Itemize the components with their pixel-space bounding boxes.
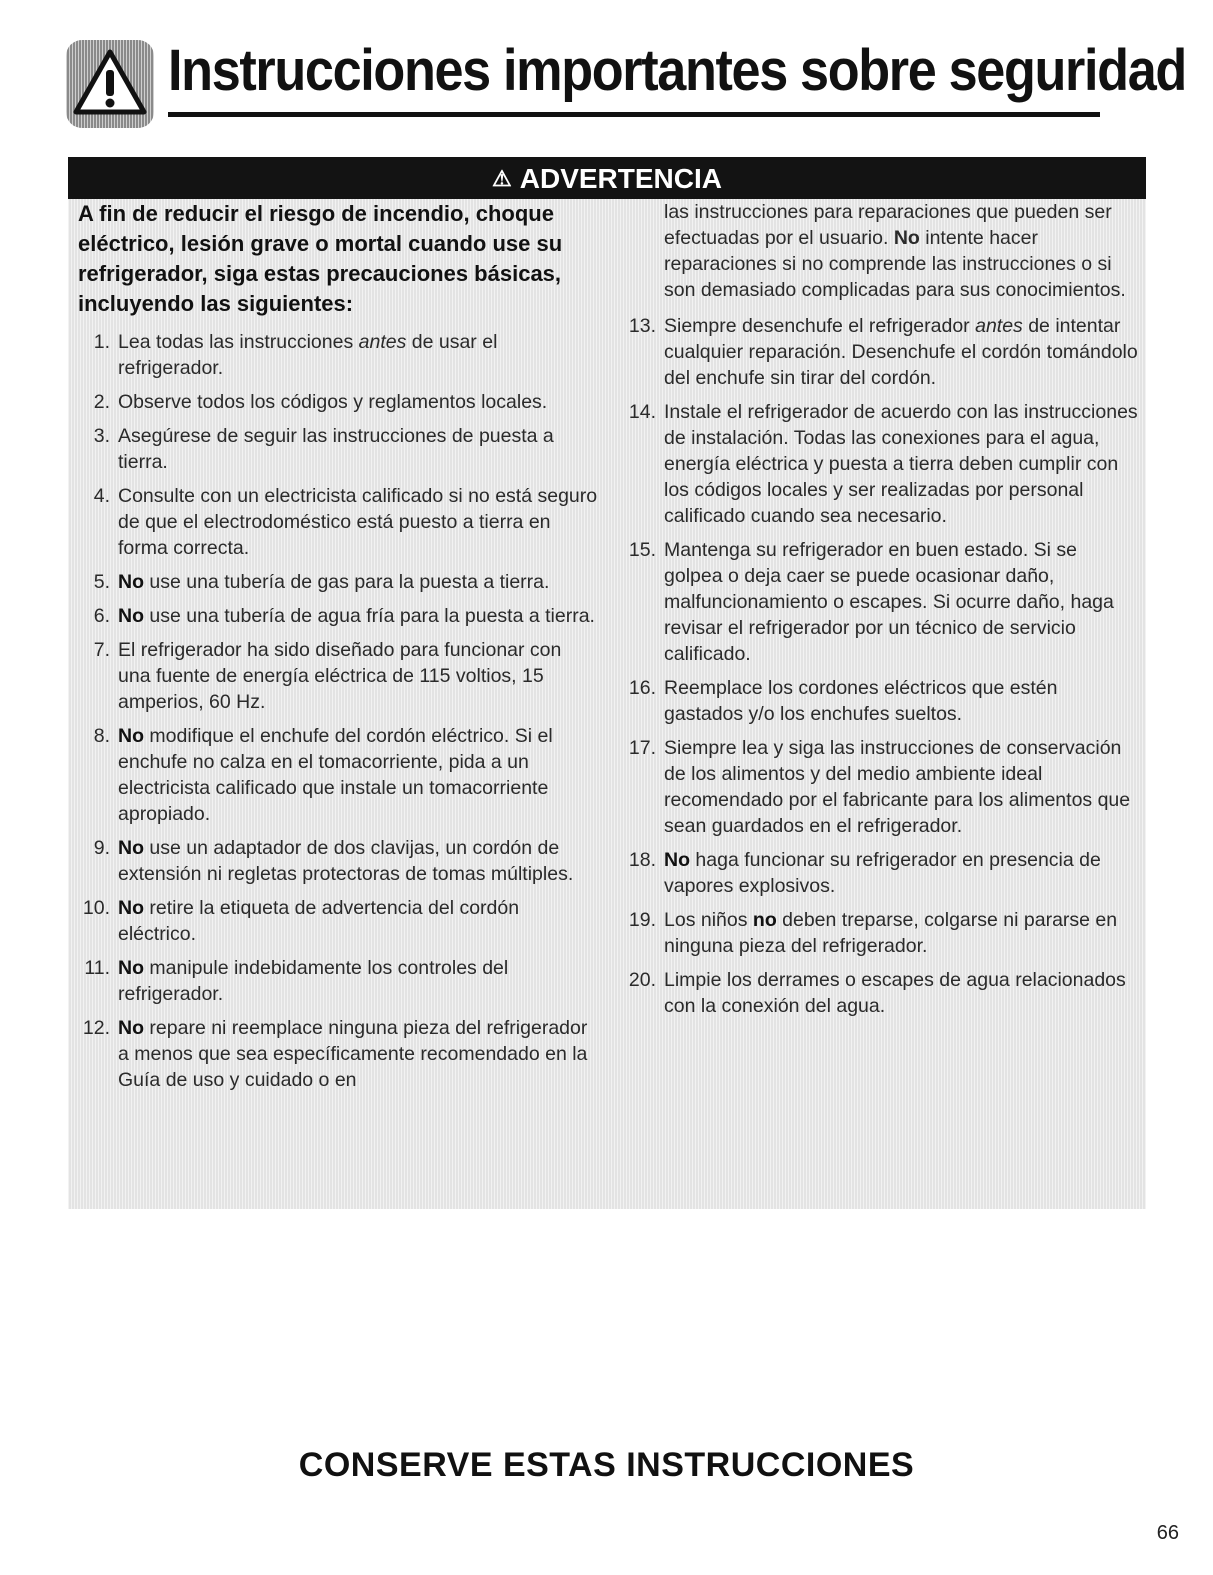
warning-column-right	[624, 199, 1138, 1027]
warning-box	[68, 157, 1146, 1209]
item-text	[118, 569, 598, 595]
item-body: Reemplace los cordones eléctricos que estén gastados y/o los enchufes sueltos.	[664, 677, 1058, 725]
item-text	[118, 895, 598, 947]
item-body: de intentar cualquier reparación. Desenchufe el cordón tomándolo del enchufe sin tirar del cordón.	[664, 315, 1138, 389]
item-number: 14.	[628, 401, 656, 423]
item-number: 15.	[628, 539, 656, 561]
item-body: Limpie los derrames o escapes de agua relacionados con la conexión del agua.	[664, 969, 1126, 1017]
item-text	[664, 675, 1138, 727]
item-body: Consulte con un electricista calificado si no está seguro de que el electrodoméstico está puesto a tierra en forma correcta.	[118, 485, 598, 559]
list-item	[78, 389, 598, 415]
list-item	[78, 955, 598, 1007]
item-body: de usar el refrigerador.	[118, 331, 498, 379]
item-body: use una tubería de agua fría para la puesta a tierra.	[144, 605, 595, 627]
title-underline	[168, 112, 1100, 117]
item-number: 3.	[93, 425, 110, 447]
footer-title: CONSERVE ESTAS INSTRUCCIONES	[298, 1446, 915, 1484]
item-text	[118, 329, 598, 381]
warning-column-left	[78, 199, 598, 1101]
list-item	[78, 895, 598, 947]
item-bold-no: No	[118, 1017, 144, 1039]
item-pre: Siempre desenchufe el refrigerador	[664, 315, 976, 337]
item-bold-no: No	[118, 837, 144, 859]
item-bold-inline: no	[752, 909, 777, 931]
item-body: repare ni reemplace ninguna pieza del refrigerador a menos que sea específicamente recomendado en la Guía de uso y cuidado o en	[118, 1017, 588, 1091]
continuation-text: intente hacer reparaciones si no comprende las instrucciones o si son demasiado complicadas para sus conocimientos.	[664, 227, 1126, 301]
page-number: 66	[1156, 1522, 1179, 1544]
list-item	[624, 675, 1138, 727]
item-number: 12.	[82, 1017, 110, 1039]
item-pre: Los niños	[664, 909, 753, 931]
item-text	[118, 1015, 598, 1093]
list-item	[624, 907, 1138, 959]
item-emphasis: antes	[358, 331, 407, 353]
item-body: Asegúrese de seguir las instrucciones de puesta a tierra.	[118, 425, 554, 473]
item-text	[664, 735, 1138, 839]
list-item	[78, 483, 598, 561]
warning-intro: A fin de reducir el riesgo de incendio, choque eléctrico, lesión grave o mortal cuando use su refrigerador, siga estas precauciones básicas, incluyendo las siguientes:	[78, 201, 563, 316]
item-number: 2.	[93, 391, 110, 413]
item-pre: Lea todas las instrucciones	[118, 331, 359, 353]
item-number: 4.	[93, 485, 110, 507]
item-emphasis: antes	[975, 315, 1023, 337]
item-number: 6.	[93, 605, 110, 627]
item-text	[664, 399, 1138, 529]
list-item	[624, 967, 1138, 1019]
warning-triangle-icon	[66, 40, 154, 128]
list-item	[624, 735, 1138, 839]
item-number: 10.	[82, 897, 110, 919]
item-text	[118, 835, 598, 887]
item-body: El refrigerador ha sido diseñado para funcionar con una fuente de energía eléctrica de 115 voltios, 15 amperios, 60 Hz.	[118, 639, 562, 713]
item-body: manipule indebidamente los controles del refrigerador.	[118, 957, 509, 1005]
item-number: 7.	[93, 639, 110, 661]
item-number: 8.	[93, 725, 110, 747]
item-text	[664, 313, 1138, 391]
item-text	[664, 967, 1138, 1019]
item-number: 18.	[628, 849, 656, 871]
continuation-bold: No	[893, 227, 920, 249]
item-body: Observe todos los códigos y reglamentos locales.	[118, 391, 548, 413]
item-text	[118, 389, 598, 415]
item-bold-no: No	[118, 957, 144, 979]
list-item	[78, 1015, 598, 1093]
item-text	[664, 537, 1138, 667]
page-title: Instrucciones importantes sobre seguridad	[168, 38, 1186, 103]
list-item	[78, 637, 598, 715]
page-header	[66, 36, 1186, 130]
item-body: retire la etiqueta de advertencia del cordón eléctrico.	[118, 897, 520, 945]
item-bold-no: No	[118, 605, 144, 627]
item-post: deben treparse, colgarse ni pararse en ninguna pieza del refrigerador.	[664, 909, 1118, 957]
item-number: 17.	[628, 737, 656, 759]
item-body: Instale el refrigerador de acuerdo con las instrucciones de instalación. Todas las conexiones para el agua, energía eléctrica y puesta a tierra deben cumplir con los códigos locales y ser realizadas por personal calificado cuando sea necesario.	[664, 401, 1138, 527]
item-bold-no: No	[664, 849, 690, 871]
list-item	[624, 313, 1138, 391]
item-number: 1.	[93, 331, 110, 353]
item-body: modifique el enchufe del cordón eléctrico. Si el enchufe no calza en el tomacorriente, pida a un electricista calificado que instale un tomacorriente apropiado.	[118, 725, 553, 825]
item-text	[118, 423, 598, 475]
list-item	[624, 537, 1138, 667]
warning-label: ADVERTENCIA	[519, 163, 722, 194]
item-number: 16.	[628, 677, 656, 699]
list-item	[78, 329, 598, 381]
caution-icon: ⚠	[492, 166, 512, 191]
item-body: Siempre lea y siga las instrucciones de conservación de los alimentos y del medio ambiente ideal recomendado por el fabricante para los alimentos que sean guardados en el refrigerador.	[664, 737, 1131, 837]
safety-list-left	[78, 329, 598, 1093]
list-item	[78, 423, 598, 475]
item-body: use una tubería de gas para la puesta a tierra.	[144, 571, 550, 593]
safety-list-right	[624, 313, 1138, 1019]
list-item	[624, 847, 1138, 899]
list-item	[78, 603, 598, 629]
item-number: 19.	[628, 909, 656, 931]
item-number: 13.	[628, 315, 656, 337]
item-bold-no: No	[118, 571, 144, 593]
list-item	[78, 835, 598, 887]
item-text	[118, 483, 598, 561]
item-number: 11.	[84, 957, 110, 979]
item-number: 20.	[628, 969, 656, 991]
item-body: haga funcionar su refrigerador en presencia de vapores explosivos.	[664, 849, 1101, 897]
list-item	[624, 399, 1138, 529]
item-text	[118, 723, 598, 827]
item-text	[118, 955, 598, 1007]
item-body: use un adaptador de dos clavijas, un cordón de extensión ni regletas protectoras de tomas múltiples.	[118, 837, 574, 885]
item-number: 9.	[93, 837, 110, 859]
item-bold-no: No	[118, 897, 144, 919]
warning-header	[68, 157, 1146, 199]
item-text	[118, 603, 598, 629]
item-text	[664, 847, 1138, 899]
item-12-continuation	[664, 199, 1138, 303]
item-text	[118, 637, 598, 715]
continuation-pre: las instrucciones para reparaciones que pueden ser efectuadas por el usuario.	[664, 201, 1112, 249]
item-body: Mantenga su refrigerador en buen estado. Si se golpea o deja caer se puede ocasionar daño, malfuncionamiento o escapes. Si ocurre daño, haga revisar el refrigerador por un técnico de servicio calificado.	[664, 539, 1114, 665]
item-text	[664, 907, 1138, 959]
item-bold-no: No	[118, 725, 144, 747]
item-number: 5.	[93, 571, 110, 593]
list-item	[78, 723, 598, 827]
list-item	[78, 569, 598, 595]
